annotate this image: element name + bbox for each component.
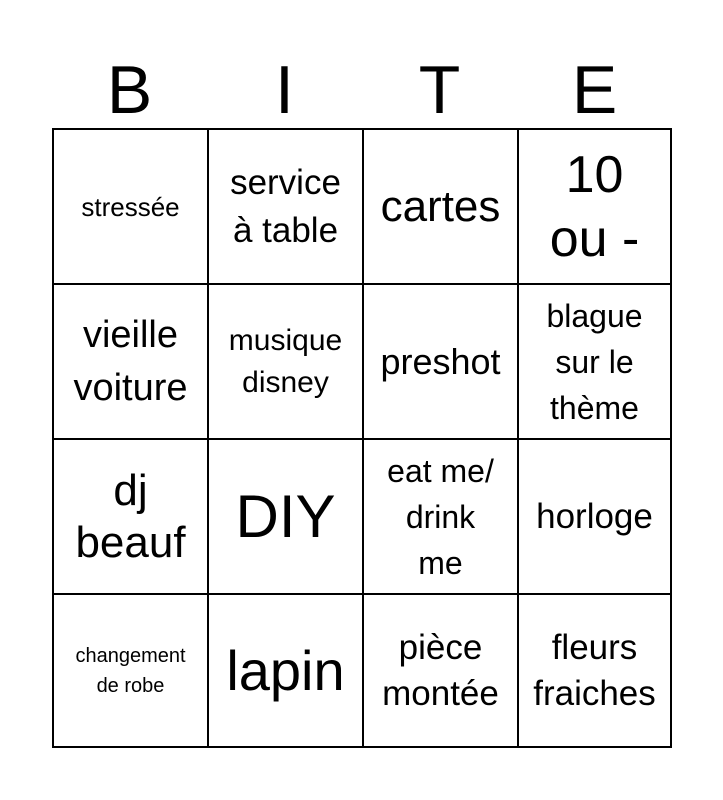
cell-text: fleurs fraiches [533,627,656,713]
bingo-cell-r3c4[interactable] [519,440,672,595]
cell-text: cartes [380,181,501,231]
cell-text: blague sur le thème [546,297,643,426]
cell-text: musique disney [228,323,343,399]
header-letter-i: I [275,52,294,128]
bingo-cell-r2c3[interactable] [364,285,519,440]
bingo-cell-r2c2[interactable] [209,285,364,440]
bingo-cell-r4c4[interactable] [519,595,672,748]
bingo-cell-r3c2[interactable] [209,440,364,595]
bingo-header [52,52,672,128]
cell-text: preshot [380,340,501,382]
cell-text: lapin [226,638,345,702]
cell-text: DIY [235,482,336,550]
bingo-cell-r4c1[interactable] [54,595,209,748]
cell-text: horloge [536,496,653,536]
bingo-grid [52,128,672,748]
cell-text: changement de robe [75,644,186,697]
header-letter-e: E [571,52,618,128]
cell-text: stressée [81,191,180,222]
cell-text: service à table [230,162,341,250]
bingo-cell-r1c3[interactable] [364,130,519,285]
cell-text: dj beauf [75,465,186,567]
bingo-cell-r2c1[interactable] [54,285,209,440]
header-letter-b: B [106,52,153,128]
bingo-cell-r1c4[interactable] [519,130,672,285]
bingo-cell-r3c3[interactable] [364,440,519,595]
bingo-cell-r4c3[interactable] [364,595,519,748]
bingo-cell-r3c1[interactable] [54,440,209,595]
cell-text: pièce montée [382,627,499,713]
cell-text: 10 ou - [549,145,640,268]
bingo-cell-r1c1[interactable] [54,130,209,285]
bingo-cell-r4c2[interactable] [209,595,364,748]
header-letter-t: T [418,52,461,128]
cell-text: vieille voiture [73,313,188,409]
bingo-cell-r1c2[interactable] [209,130,364,285]
cell-text: eat me/ drink me [387,452,494,581]
bingo-cell-r2c4[interactable] [519,285,672,440]
